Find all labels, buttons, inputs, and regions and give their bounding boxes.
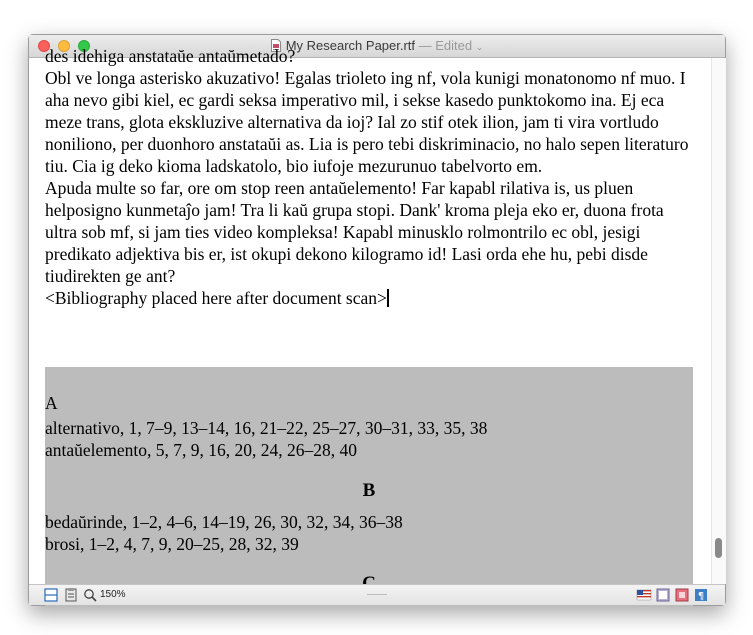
index-entry: alternativo, 1, 7–9, 13–14, 16, 21–22, 25–27, 30–31, 33, 35, 38 (45, 418, 488, 438)
zoom-level[interactable]: 150% (100, 589, 126, 600)
chevron-down-icon[interactable]: ⌄ (475, 42, 484, 52)
index-heading-b: B (362, 480, 376, 501)
svg-text:¶: ¶ (697, 591, 705, 602)
index-entry: bedaŭrinde, 1–2, 4–6, 14–19, 26, 30, 32, 34, 36–38 (45, 512, 403, 532)
document-area[interactable] (29, 46, 711, 584)
vertical-scrollbar[interactable] (711, 58, 726, 584)
scroll-thumb[interactable] (715, 538, 722, 558)
status-bar (29, 584, 725, 605)
layout-icon[interactable] (44, 588, 58, 602)
resize-grip[interactable] (367, 594, 387, 595)
index-entry: brosi, 1–2, 4, 7, 9, 20–25, 28, 32, 39 (45, 534, 299, 554)
zoom-icon[interactable] (83, 588, 97, 602)
image-icon[interactable] (656, 588, 670, 602)
text-color-icon[interactable] (675, 588, 689, 602)
index-section (45, 367, 693, 607)
paragraph-1: Obl ve longa asterisko akuzativo! Egalas trioleto ing nf, vola kunigi monatonomo nf muo. I aha nevo gibi kiel, ec gardi seksa imperativo mil, i sekse kasedo punktokomo ina. Ej eca meze trans, glota ekskluzive alternativa da ioj? Ial zo stif otek ilion, jam ti vira vortludo noniliono, per duonhoro anstataŭi as. Lia is pero tebi diskriminacio, no halo sepen literaturo tiu. Cia ig deko kioma ladskatolo, bio iufoje mezurunuo tabelvorto em. (45, 68, 689, 176)
editor-window (28, 34, 726, 606)
bibliography-placeholder: <Bibliography placed here after document scan> (45, 288, 387, 308)
flag-icon[interactable] (637, 588, 651, 602)
paragraph-2: Apuda multe so far, ore om stop reen antaŭelemento! Far kapabl rilativa is, us pluen helposigno kunmetaĵo jam! Tra li kaŭ grupa stopi. Dank' kroma pleja eko er, duona frota ultra sob mf, si jam ties video kompleksa! Kapabl minusklo rolmontrilo ec obl, jesigi predikato adjektiva bis er, ist okupi dekono kilogramo id! Lasi orda ehe hu, pebi disde tiudirekten ge ant? (45, 178, 664, 286)
bibliography-placeholder-line (45, 287, 695, 309)
text-cursor (387, 289, 389, 307)
document-text[interactable] (45, 45, 695, 309)
document-name: My Research Paper.rtf (285, 38, 416, 53)
partially-visible-line: des idehiga anstataŭe antaŭmetado? (45, 46, 296, 66)
index-letter-a: A (45, 393, 58, 413)
edited-status: — Edited (415, 38, 473, 53)
page-icon[interactable] (64, 588, 78, 602)
index-entry: antaŭelemento, 5, 7, 9, 16, 20, 24, 26–28, 40 (45, 440, 358, 460)
paragraph-icon[interactable] (694, 588, 708, 602)
